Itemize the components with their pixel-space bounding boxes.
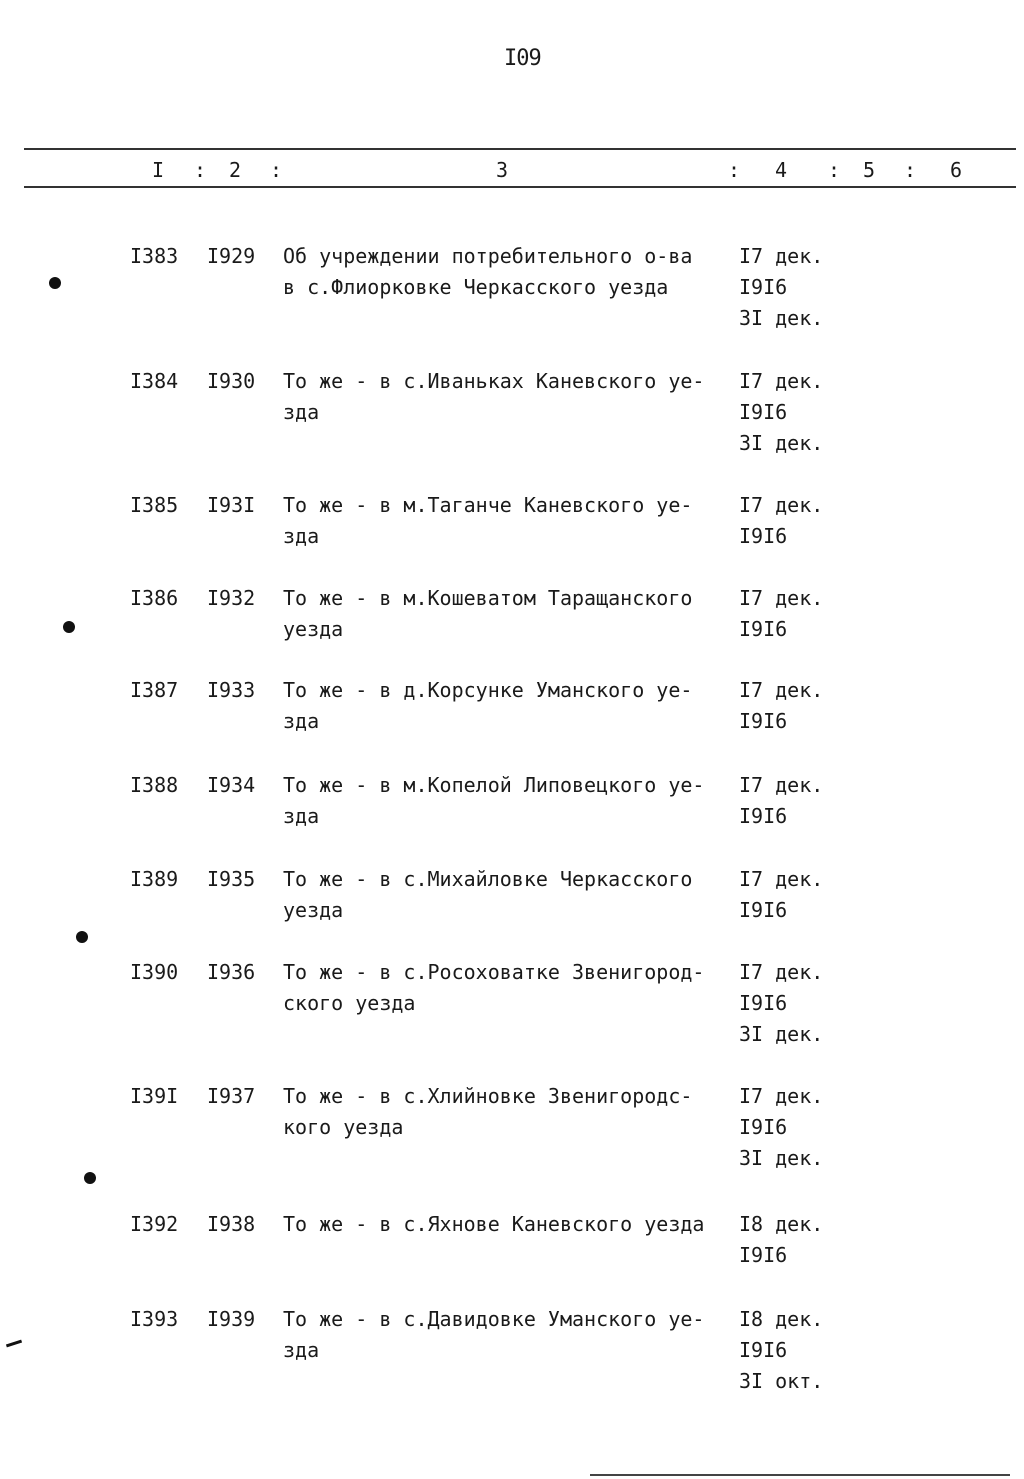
entry-title-line: уезда — [283, 617, 344, 641]
entry-sequence-number: I383 — [130, 244, 179, 268]
column-header-5: 5 — [863, 158, 876, 182]
punch-hole-mark — [84, 1172, 96, 1184]
entry-date-line: I8 дек. — [739, 1212, 824, 1236]
entry-date-line: 3I окт. — [739, 1369, 824, 1393]
punch-hole-mark — [49, 277, 61, 289]
entry-title-line: То же - в с.Хлийновке Звенигородс- — [283, 1084, 693, 1108]
entry-sequence-number: I390 — [130, 960, 179, 984]
entry-title-line: кого уезда — [283, 1115, 404, 1139]
entry-file-number: I934 — [207, 773, 256, 797]
entry-date-line: I7 дек. — [739, 960, 824, 984]
entry-title-line: То же - в с.Давидовке Уманского уе- — [283, 1307, 705, 1331]
entry-date-line: I9I6 — [739, 898, 788, 922]
entry-dates — [739, 241, 823, 334]
entry-dates — [739, 957, 823, 1050]
column-header-6: 6 — [950, 158, 963, 182]
entry-title-line: То же - в с.Иваньках Каневского уе- — [283, 369, 705, 393]
entry-date-line: I7 дек. — [739, 586, 824, 610]
entry-file-number: I939 — [207, 1307, 256, 1331]
entry-dates — [739, 1081, 823, 1174]
column-header-row — [0, 158, 1024, 184]
header-top-rule — [24, 148, 1016, 150]
entry-date-line: I9I6 — [739, 524, 788, 548]
punch-hole-mark — [63, 621, 75, 633]
column-separator: : — [270, 158, 283, 182]
entry-dates — [739, 490, 823, 552]
entry-title — [283, 1209, 733, 1240]
entry-date-line: I9I6 — [739, 1243, 788, 1267]
entry-title-line: зда — [283, 804, 320, 828]
entry-date-line: I8 дек. — [739, 1307, 824, 1331]
entry-title-line: ского уезда — [283, 991, 416, 1015]
column-separator: : — [194, 158, 207, 182]
entry-date-line: I9I6 — [739, 991, 788, 1015]
entry-date-line: I9I6 — [739, 400, 788, 424]
entry-title — [283, 864, 733, 926]
entry-dates — [739, 583, 823, 645]
entry-title — [283, 1304, 733, 1366]
column-header-3: 3 — [496, 158, 509, 182]
entry-title — [283, 1081, 733, 1143]
entry-date-line: 3I дек. — [739, 1146, 824, 1170]
entry-title-line: То же - в с.Михайловке Черкасского — [283, 867, 693, 891]
column-separator: : — [828, 158, 841, 182]
punch-hole-mark — [76, 931, 88, 943]
entry-date-line: 3I дек. — [739, 306, 824, 330]
entry-date-line: I9I6 — [739, 1338, 788, 1362]
entry-sequence-number: I387 — [130, 678, 179, 702]
column-separator: : — [728, 158, 741, 182]
entry-sequence-number: I392 — [130, 1212, 179, 1236]
entry-sequence-number: I385 — [130, 493, 179, 517]
entry-date-line: I9I6 — [739, 1115, 788, 1139]
header-bottom-rule — [24, 186, 1016, 188]
entry-sequence-number: I388 — [130, 773, 179, 797]
page-number: I09 — [504, 46, 541, 71]
entry-file-number: I936 — [207, 960, 256, 984]
entry-date-line: I9I6 — [739, 804, 788, 828]
entry-file-number: I932 — [207, 586, 256, 610]
entry-date-line: I9I6 — [739, 275, 788, 299]
entry-dates — [739, 864, 823, 926]
entry-title-line: зда — [283, 1338, 320, 1362]
entry-title — [283, 957, 733, 1019]
column-header-4: 4 — [775, 158, 788, 182]
entry-dates — [739, 1304, 823, 1397]
column-header-1: I — [152, 158, 165, 182]
bottom-rule — [590, 1474, 1010, 1476]
entry-dates — [739, 675, 823, 737]
entry-title-line: Об учреждении потребительного о-ва — [283, 244, 693, 268]
entry-title — [283, 241, 733, 303]
column-separator: : — [904, 158, 917, 182]
entry-title — [283, 490, 733, 552]
entry-file-number: I929 — [207, 244, 256, 268]
entry-file-number: I93I — [207, 493, 256, 517]
entry-sequence-number: I393 — [130, 1307, 179, 1331]
entry-title-line: То же - в с.Росоховатке Звенигород- — [283, 960, 705, 984]
entry-title-line: зда — [283, 400, 320, 424]
entry-sequence-number: I39I — [130, 1084, 179, 1108]
entry-date-line: 3I дек. — [739, 431, 824, 455]
entry-title-line: То же - в с.Яхнове Каневского уезда — [283, 1212, 705, 1236]
entry-date-line: I9I6 — [739, 617, 788, 641]
column-header-2: 2 — [229, 158, 242, 182]
entry-file-number: I930 — [207, 369, 256, 393]
entry-title — [283, 675, 733, 737]
entry-title-line: То же - в м.Копелой Липовецкого уе- — [283, 773, 705, 797]
margin-pen-mark — [6, 1340, 22, 1348]
entry-file-number: I937 — [207, 1084, 256, 1108]
entry-date-line: I7 дек. — [739, 678, 824, 702]
entry-sequence-number: I386 — [130, 586, 179, 610]
entry-title-line: в с.Флиорковке Черкасского уезда — [283, 275, 669, 299]
entry-title-line: То же - в м.Таганче Каневского уе- — [283, 493, 693, 517]
entry-date-line: I7 дек. — [739, 493, 824, 517]
entry-date-line: I7 дек. — [739, 773, 824, 797]
entry-date-line: I9I6 — [739, 709, 788, 733]
entry-file-number: I935 — [207, 867, 256, 891]
entry-title-line: То же - в м.Кошеватом Таращанского — [283, 586, 693, 610]
entry-date-line: I7 дек. — [739, 867, 824, 891]
entry-date-line: I7 дек. — [739, 369, 824, 393]
entry-file-number: I938 — [207, 1212, 256, 1236]
entry-title — [283, 770, 733, 832]
entry-title — [283, 583, 733, 645]
entry-dates — [739, 770, 823, 832]
entry-file-number: I933 — [207, 678, 256, 702]
entry-title-line: То же - в д.Корсунке Уманского уе- — [283, 678, 693, 702]
entry-date-line: I7 дек. — [739, 1084, 824, 1108]
entry-dates — [739, 366, 823, 459]
entry-title-line: уезда — [283, 898, 344, 922]
entry-title-line: зда — [283, 709, 320, 733]
entry-sequence-number: I389 — [130, 867, 179, 891]
entry-sequence-number: I384 — [130, 369, 179, 393]
entry-dates — [739, 1209, 823, 1271]
entry-title-line: зда — [283, 524, 320, 548]
entry-title — [283, 366, 733, 428]
entry-date-line: I7 дек. — [739, 244, 824, 268]
entry-date-line: 3I дек. — [739, 1022, 824, 1046]
